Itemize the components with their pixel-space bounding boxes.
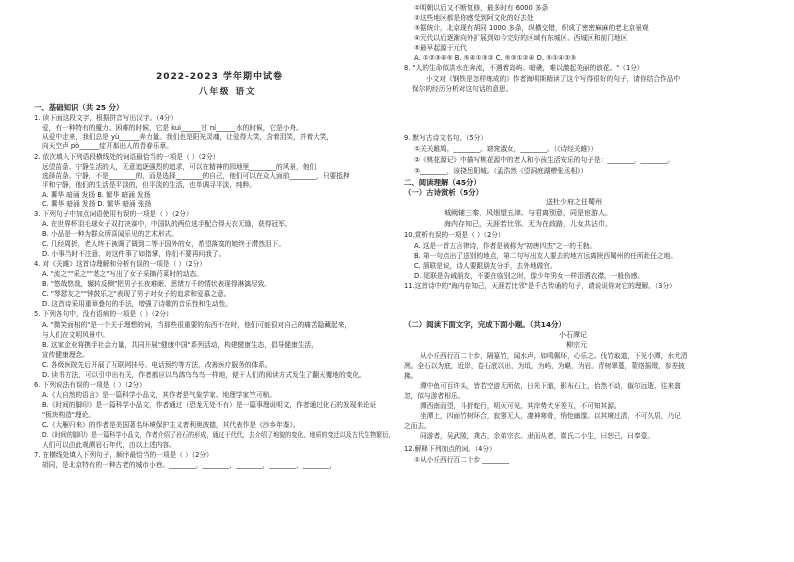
left-line-21: C. "琴瑟友之""钟鼓乐之"表现了男子对女子的追求和爱慕之意。 <box>42 290 231 298</box>
right-line-32: 潭西南而望，斗折蛇行，明灭可见。其岸势犬牙差互，不可知其源。 <box>420 402 621 410</box>
right-line-3: ④元代以后逐渐向外扩展到如今完好的区域有东城区、西城区和前门地区 <box>414 34 628 42</box>
right-line-19: A. 这是一首五言律诗，作者是被称为"初唐四杰"之一的王勃。 <box>414 242 597 250</box>
left-line-22: D. 这首诗采用重章叠句的手法，增强了诗歌的音乐性和生动性。 <box>42 300 232 308</box>
right-line-1: ②这些地区都是你感受到阿文化的好去处 <box>414 14 534 22</box>
left-line-17: D. 小事当时不注意，对这件事了如指掌，你们不要再问我了。 <box>42 250 226 258</box>
left-line-34: C.《大雁归来》的作者是美国著名环境保护主义者利奥波德，其代表作是《沙乡年鉴》。 <box>42 421 300 429</box>
left-line-4: 爱，有一种特有的魔力。困难的时候，它是 kuì______甘 ní______水的时候，它是小舟。 <box>42 124 303 132</box>
right-line-18: 10.赏析有误的一项是（ ）（2分） <box>404 231 505 239</box>
left-line-3: 1. 读下面这段文字，根据拼音写出汉字。（4分） <box>34 114 178 122</box>
right-line-24: （二）阅读下面文字，完成下面小题。（共14分） <box>404 320 566 329</box>
left-line-30: 6. 下列说法有误的一项是（ ）（2分） <box>34 381 146 389</box>
right-line-0: ①明朝以后又不断复修，最多时有 6000 多条 <box>414 4 549 12</box>
right-line-20: B. 第一句点出了送别的地点，第二句写出友人要去的地方远离陕西蜀州的任所赴任之地。 <box>414 252 677 260</box>
left-line-20: B. "悠哉悠哉，辗转反侧"把男子长夜难眠、思绪万千的情状表现得淋漓尽致。 <box>42 280 271 288</box>
right-line-28: 冽。全石以为底，近岸，卷石底以出，为坻，为屿，为嵁，为岩。青树翠蔓，蒙络摇缀，参差披 <box>404 362 685 370</box>
left-line-29: D. 读书方法，可以引申出有关，作者都应以鸟鸽鸟鸟鸟一样地，便于人们的阅读方式发生了翻天覆地的变化。 <box>42 371 366 379</box>
left-line-9: 选择苗条、宁静，不是________的，而是选择________的自己，他们可以在众人面前________，只要抵押 <box>42 172 350 180</box>
left-line-23: 5. 下列各句中，没有语病的一项是（ ）（2分） <box>34 310 173 318</box>
right-line-8: 保尔的经历分析对这句话的意思。 <box>412 85 513 93</box>
right-line-12: ③________，该挠岳阳城。（孟浩然《望洞庭湖赠张丞相》） <box>414 167 588 175</box>
left-line-6: 向天空声 pò______绽开那出人的青春乐章。 <box>42 142 173 150</box>
left-line-32: B.《时间的脚印》是一篇科学小品文，作者通过（恐龙无处不有）是一篇事理说明文，作者通过化石的发现来论证 <box>42 401 377 409</box>
right-line-35: 同游者，吴武陵，龚古，余弟宗玄。隶而从者，崔氏二小生，曰恕己，曰奉壹。 <box>420 432 655 440</box>
right-line-14: （一）古诗赏析（5分） <box>404 188 484 197</box>
left-line-2: 一、基础知识（共 25 分） <box>34 103 124 112</box>
left-line-35: D.《时间的脚印》是一篇科学小品文，作者介绍了岩石的形成，通过于代代，去介绍了地貌的变化、地质的变迁以及古代生物繁衍， <box>42 431 395 439</box>
left-line-7: 2. 依次填入下列语段横线处的词语最恰当的一项是（ ）（2分） <box>34 153 220 161</box>
right-line-16: 城阙辅三秦，风烟望五津。与君离别意，同是宦游人。 <box>444 209 612 217</box>
right-line-25: 小石潭记 <box>559 331 587 339</box>
right-line-5: A. ①②③④⑤ B. ⑤④①③② C. ⑤③①②④ D. ⑤①④②③ <box>414 54 577 62</box>
right-line-30: 潭中鱼可百许头，皆若空游无所依，日光下澈，影布石上，佁然不动，俶尔远逝，往来翕 <box>420 382 681 390</box>
right-line-7: 小文对《钢铁是怎样炼成的》作者海明斯精读了这个写得很好的句子，请你结合作品中 <box>426 75 681 83</box>
right-line-4: ⑤最早起源于元代 <box>414 44 467 52</box>
right-line-9: 9. 默写古诗文名句。（5分） <box>404 134 487 142</box>
left-line-11: A. 薯华 暗涌 发扬 B. 繁华 暗涌 发扬 <box>42 191 151 199</box>
right-line-26: 柳宗元 <box>566 341 587 349</box>
right-line-2: ③据统计，北京现有胡同 1000 多条，纵横交错，织成了密密麻麻的老北京景观 <box>414 24 649 32</box>
right-line-29: 拂。 <box>404 372 418 380</box>
right-line-27: 从小丘西行百二十步，隔篁竹，闻水声，如鸣佩环，心乐之。伐竹取道，下见小潭，水尤清 <box>420 352 688 360</box>
right-line-37: ①从小丘西行百二十步 ________ <box>414 456 510 464</box>
right-line-31: 忽，似与游者相乐。 <box>404 392 465 400</box>
right-line-6: 8. "人的生命似洪水在奔流，不遇着岛屿、暗礁，难以激起美丽的浪花。"（1分） <box>404 64 644 72</box>
left-line-24: A. "微笑面相的"是一个关于理想的词，当那些很重要的东西不在时，他们可能很对自己的痛苦隐藏起来， <box>42 321 352 329</box>
right-line-36: 12.解释下列加点的词。（4分） <box>404 445 496 453</box>
right-line-15: 送杜少府之任蜀州 <box>546 198 602 206</box>
left-line-12: C. 薯华 暗涌 发扬 D. 繁华 暗涌 张扬 <box>42 200 152 208</box>
right-line-11: ②《桃花源记》中描写桃花源中的老人和小孩生活安乐的句子是：________，________。 <box>414 156 675 164</box>
left-line-36: 人们可以由此观测岩石年代，由以上述内容。 <box>42 441 176 449</box>
left-line-27: 宣传健康理念。 <box>42 351 89 359</box>
left-line-25: 与人们在文明风景中。 <box>42 331 109 339</box>
left-line-0: 2022-2023 学年期中试卷 <box>156 72 283 82</box>
left-line-19: A. "流之""采之""芼之"写出了女子采摘荇菜时的动态。 <box>42 270 203 278</box>
left-line-14: A. 在世界杯羽毛球女子双打决赛中，中国队的两位选手配合得天衣无缝，获得冠军。 <box>42 220 292 228</box>
left-line-37: 7. 在横线处填入下列句子，顺序最恰当的一项是（ ）（2分） <box>34 451 213 459</box>
left-line-15: B. 小品是一种为群众所喜闻乐见的艺术形式。 <box>42 230 178 238</box>
left-line-10: 平和宁静，他们的生活是平淡的，但平淡的生活，也单调寻平淡、纯粹。 <box>42 181 256 189</box>
left-line-28: C. 各级医院先后开展了互联网挂号、电话预约等方法，改善医疗服务的体系。 <box>42 361 272 369</box>
left-line-5: 从爱中走来，我们总是 yù______奔力量。我们也是阳光灵魂，让爱得大笑，含着泪笑，并着大笑， <box>42 133 334 141</box>
left-line-1: 八年级 语文 <box>199 87 257 97</box>
right-line-33: 坐潭上，四面竹树环合，寂寥无人，凄神寒骨，悄怆幽邃。以其境过清，不可久居，乃记 <box>420 412 681 420</box>
left-line-18: 4. 对《关雎》这首诗理解和分析有误的一项是（ ）（2分） <box>34 260 207 268</box>
right-line-34: 之而去。 <box>404 422 431 430</box>
left-line-38: 胡同，是北京特有的一种古老的城市小巷。________，________，________，________，________， <box>42 461 337 469</box>
right-line-13: 二、阅读理解（45分） <box>404 178 481 187</box>
left-line-33: "板块构造"理论。 <box>42 411 95 419</box>
right-line-17: 海内存知己，天涯若比邻。无为在歧路，儿女共沾巾。 <box>444 220 612 228</box>
left-line-8: 远望苗条、宁静生活的人，无意追逐强烈的追求，可以在精神的园地里________的风景，他们 <box>42 163 317 171</box>
right-line-10: ①关关雎鸠，________。窈窕淑女，________。（《诗经关雎》） <box>414 145 598 153</box>
right-line-23: 11.这首诗中的"海内存知己，天涯若比邻"是千古传诵的句子，请说说你对它的理解。（3分） <box>404 282 676 290</box>
left-line-13: 3. 下列句子中加点词语使用有误的一项是（ ）（2分） <box>34 210 193 218</box>
left-line-16: C. 几经周折，老人终于被调了调到二等于国外的女，希望落寞的她终于潸然泪下。 <box>42 240 285 248</box>
left-line-26: B. 这家企业将携手社会力量，共同开展"健康中国"系列活动，构建健康生态，倡导健康生活， <box>42 341 318 349</box>
left-line-31: A.《大自然的语言》是一篇科学小品文，其作者是气象学家、地理学家竺可桢。 <box>42 391 276 399</box>
right-line-21: C. 颔联是说，诗人要跟朋友分手，去外地做官。 <box>414 262 557 270</box>
right-line-22: D. 尾联是告诫朋友，不要在临别之时，像少年男女一样泪洒衣襟，一般伤感。 <box>414 272 645 280</box>
